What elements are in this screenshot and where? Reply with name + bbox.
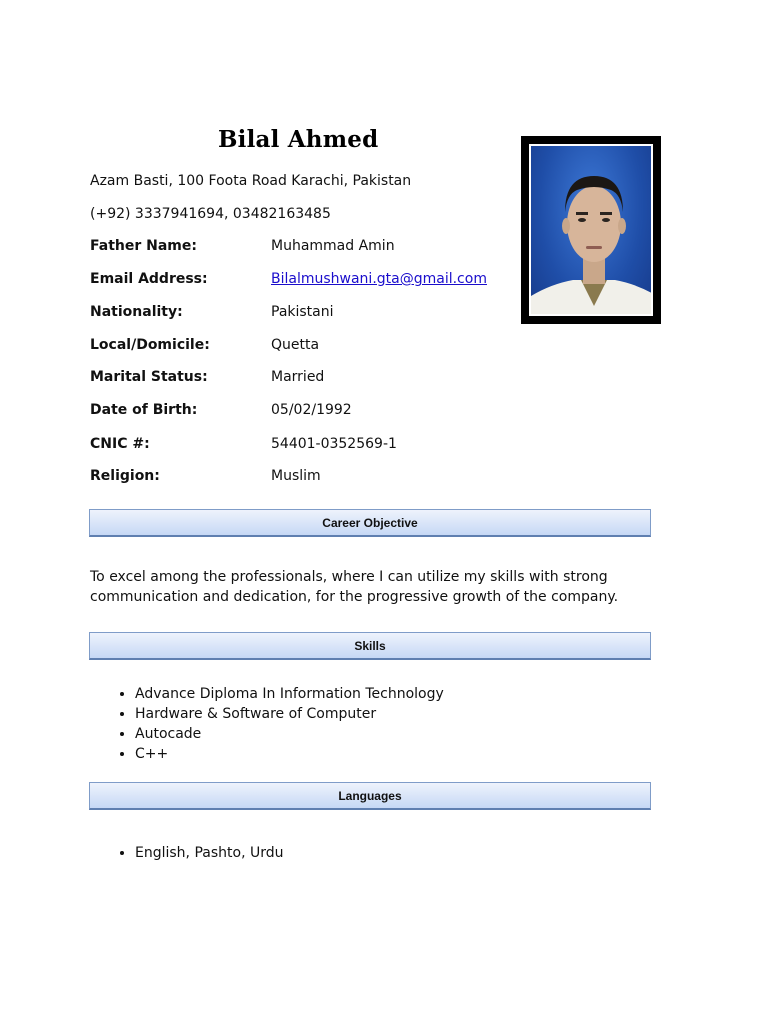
list-item: • Autocade bbox=[135, 724, 444, 744]
list-item: • Advance Diploma In Information Technology bbox=[135, 684, 444, 704]
detail-label: Religion: bbox=[90, 468, 160, 484]
skills-list bbox=[90, 684, 444, 764]
profile-photo bbox=[521, 136, 661, 324]
detail-value: Pakistani bbox=[271, 304, 334, 320]
detail-label: Email Address: bbox=[90, 271, 208, 287]
detail-label: CNIC #: bbox=[90, 436, 150, 452]
list-item: • Hardware & Software of Computer bbox=[135, 704, 444, 724]
detail-value: 05/02/1992 bbox=[271, 402, 352, 418]
list-item: • C++ bbox=[135, 744, 444, 764]
languages-list bbox=[90, 843, 283, 863]
resume-name: Bilal Ahmed bbox=[218, 126, 379, 153]
email-link[interactable]: Bilalmushwani.gta@gmail.com bbox=[271, 271, 487, 287]
detail-label: Father Name: bbox=[90, 238, 197, 254]
detail-value: Muhammad Amin bbox=[271, 238, 395, 254]
list-item: • English, Pashto, Urdu bbox=[135, 843, 283, 863]
detail-value: Married bbox=[271, 369, 325, 385]
detail-value: 54401-0352569-1 bbox=[271, 436, 397, 452]
career-objective-text: To excel among the professionals, where I can utilize my skills with strong communication and dedication, for the progressive growth of the company. bbox=[90, 569, 619, 605]
address-line: Azam Basti, 100 Foota Road Karachi, Pakistan bbox=[90, 173, 412, 189]
section-header-skills: Skills bbox=[89, 632, 651, 660]
detail-label: Date of Birth: bbox=[90, 402, 198, 418]
phone-line: (+92) 3337941694, 03482163485 bbox=[90, 206, 331, 222]
detail-value: Quetta bbox=[271, 337, 320, 353]
photo-portrait bbox=[529, 144, 653, 316]
detail-label: Nationality: bbox=[90, 304, 183, 320]
detail-label: Marital Status: bbox=[90, 369, 208, 385]
section-header-languages: Languages bbox=[89, 782, 651, 810]
detail-label: Local/Domicile: bbox=[90, 337, 210, 353]
person-silhouette-icon bbox=[531, 146, 653, 316]
section-header-career: Career Objective bbox=[89, 509, 651, 537]
detail-value: Muslim bbox=[271, 468, 321, 484]
